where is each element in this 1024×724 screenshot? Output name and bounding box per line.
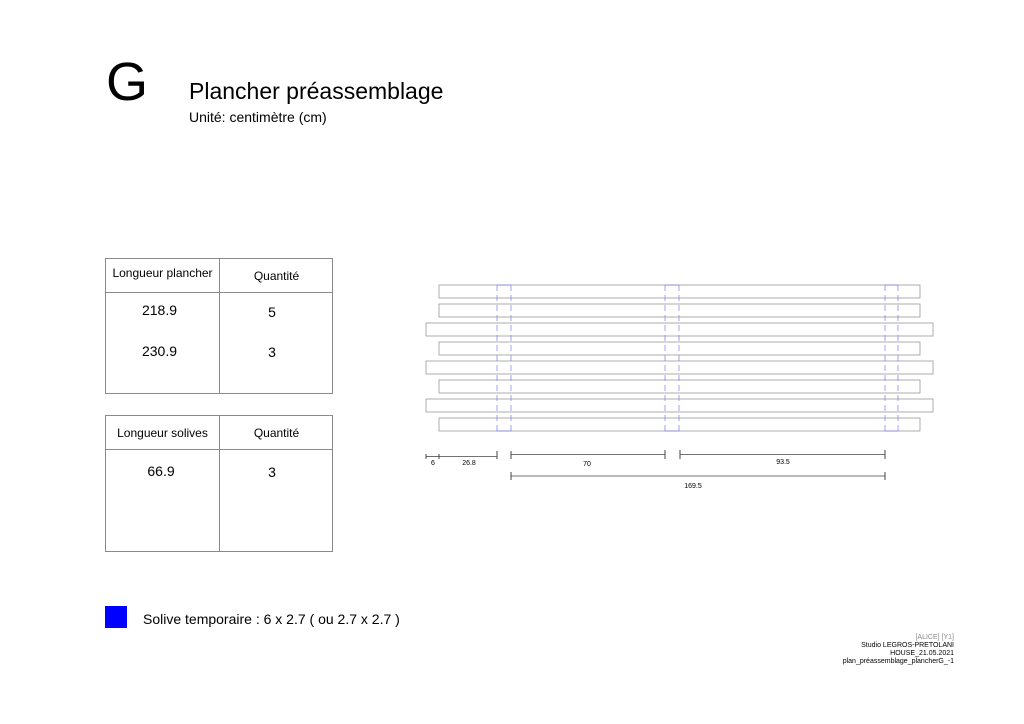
plancher-length-value: 218.9 [141, 302, 178, 318]
footer-file: plan_préassemblage_plancherG_-1 [842, 658, 954, 665]
title-block [843, 634, 954, 666]
solives-quantity-header: Quantité [253, 426, 300, 440]
dimension-label: 26.8 [462, 460, 476, 467]
footer-tag: [ALICE] [Y1] [915, 634, 954, 641]
dimension-label: 169.5 [684, 483, 702, 490]
plancher-quantity-value: 5 [268, 304, 276, 320]
legend-text: Solive temporaire : 6 x 2.7 ( ou 2.7 x 2.7 ) [143, 611, 400, 627]
temporary-joist [665, 285, 679, 431]
floor-board [426, 399, 933, 412]
page-title: Plancher préassemblage [189, 78, 444, 104]
solives-quantity-value: 3 [268, 464, 276, 480]
solives-length-header: Longueur solives [117, 426, 208, 440]
solives-length-value: 66.9 [147, 463, 175, 479]
floor-board [426, 361, 933, 374]
dimension-label: 6 [431, 460, 435, 467]
plancher-quantity-value: 3 [268, 344, 276, 360]
footer-studio: Studio LEGROS-PRETOLANI [861, 642, 954, 649]
plancher-length-value: 230.9 [141, 343, 178, 359]
temporary-joists-group [497, 285, 898, 431]
unit-subtitle: Unité: centimètre (cm) [189, 109, 327, 125]
plancher-quantity-header: Quantité [253, 269, 300, 283]
dimension-lines-group [426, 450, 885, 490]
section-letter: G [106, 52, 149, 112]
dimension-label: 70 [583, 461, 591, 468]
plancher-length-header: Longueur plancher [112, 266, 213, 280]
temporary-joist [497, 285, 511, 431]
dimension-label: 93.5 [776, 459, 790, 466]
footer-project: HOUSE_21.05.2021 [890, 650, 954, 657]
floor-board [426, 323, 933, 336]
temporary-joist [885, 285, 898, 431]
floor-boards-group [426, 285, 933, 431]
